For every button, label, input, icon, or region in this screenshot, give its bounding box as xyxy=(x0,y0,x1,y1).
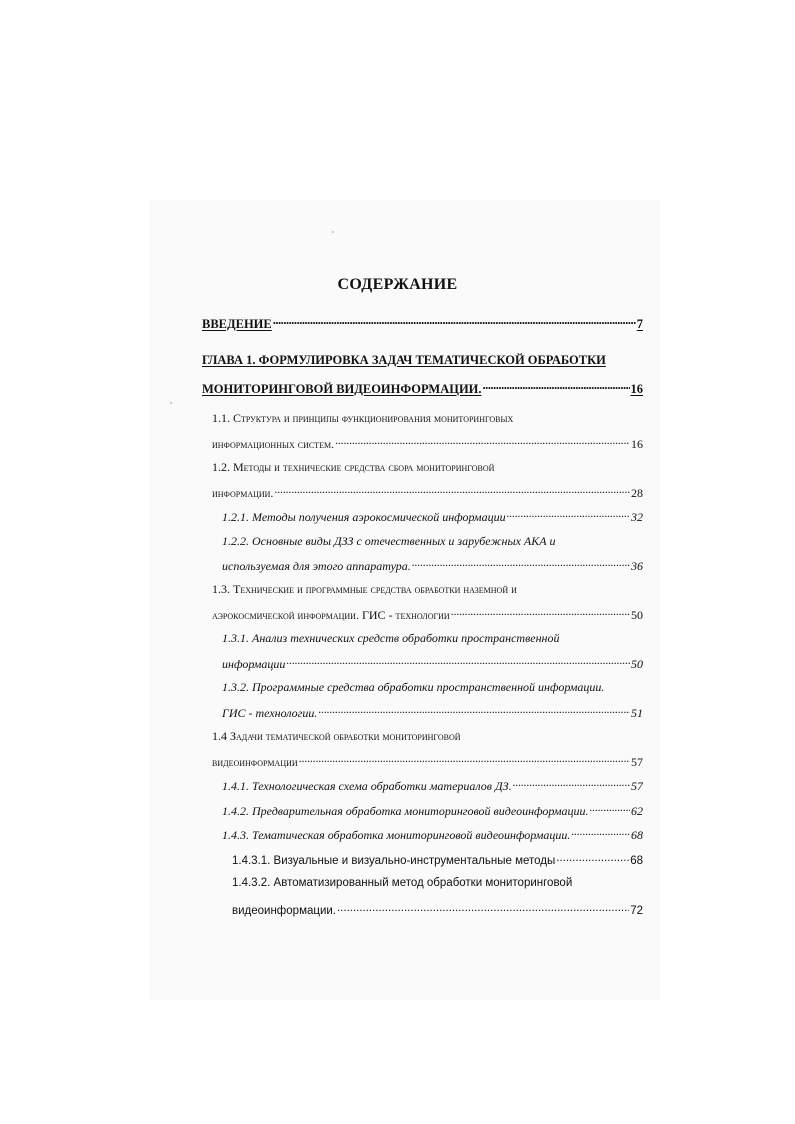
toc-entry-1-4[interactable] xyxy=(212,729,643,744)
toc-entry-text: информации. xyxy=(212,486,274,500)
toc-entry-text: видеоинформации. xyxy=(232,904,336,917)
toc-entry-1-3[interactable] xyxy=(212,582,643,597)
toc-entry-text: 1.1. Структура и принципы функционирования мониторинговых xyxy=(212,411,514,425)
toc-page-number: 51 xyxy=(631,706,643,720)
toc-entry-text: 1.2. Методы и технические средства сбора мониторинговой xyxy=(212,460,495,474)
toc-entry-1-1[interactable] xyxy=(212,411,643,426)
toc-entry-text: МОНИТОРИНГОВОЙ ВИДЕОИНФОРМАЦИИ. xyxy=(202,381,482,396)
toc-entry-chapter1[interactable] xyxy=(202,353,643,368)
dot-leader xyxy=(571,827,630,839)
dot-leader xyxy=(299,754,630,766)
toc-entry-text: 1.3. Технические и программные средства обработки наземной и xyxy=(212,582,517,596)
toc-entry-1-3[interactable] xyxy=(212,607,643,623)
toc-entry-1-2-1[interactable] xyxy=(222,509,643,525)
toc-page-number: 72 xyxy=(630,904,643,917)
toc-entry-text: ВВЕДЕНИЕ xyxy=(202,316,272,331)
toc-entry-text: ГИС - технологии. xyxy=(222,706,318,720)
toc-entry-1-2[interactable] xyxy=(212,460,643,475)
dot-leader xyxy=(274,485,630,497)
dot-leader xyxy=(412,558,630,570)
toc-page-number: 28 xyxy=(631,486,643,500)
toc-page-number: 68 xyxy=(631,828,643,842)
dot-leader xyxy=(451,607,630,619)
toc-entry-1-1[interactable] xyxy=(212,436,643,452)
toc-entry-1-4-3-1[interactable] xyxy=(232,852,643,867)
dot-leader xyxy=(335,436,630,448)
toc-page-number: 16 xyxy=(630,381,643,396)
toc-page-number: 7 xyxy=(636,316,643,331)
toc-entry-text: аэрокосмической информации. ГИС - технологии xyxy=(212,608,450,622)
toc-page-number: 32 xyxy=(631,510,643,524)
toc-entry-1-3-1[interactable] xyxy=(222,631,643,646)
toc-entry-introduction[interactable] xyxy=(202,315,643,332)
toc-entry-text: 1.2.2. Основные виды ДЗЗ с отечественных и зарубежных АКА и xyxy=(222,534,556,548)
toc-page-number: 57 xyxy=(631,779,643,793)
toc-entry-text: используемая для этого аппаратура. xyxy=(222,559,411,573)
toc-page-number: 68 xyxy=(630,854,643,867)
toc-entry-1-2-2[interactable] xyxy=(222,534,643,549)
toc-entry-text: 1.3.1. Анализ технических средств обработки пространственной xyxy=(222,631,560,645)
toc-page-number: 57 xyxy=(631,755,643,769)
page-title: СОДЕРЖАНИЕ xyxy=(337,276,458,293)
toc-entry-text: 1.4.2. Предварительная обработка мониторинговой видеоинформации. xyxy=(222,804,589,818)
toc-entry-text: 1.4.3.2. Автоматизированный метод обработки мониторинговой xyxy=(232,877,573,889)
toc-entry-text: 1.4 Задачи тематической обработки мониторинговой xyxy=(212,729,461,743)
dot-leader xyxy=(556,852,629,864)
toc-entry-1-2[interactable] xyxy=(212,485,643,501)
toc-entry-text: информационных систем. xyxy=(212,437,335,451)
toc-page-number: 36 xyxy=(631,559,643,573)
toc-entry-text: информации xyxy=(222,657,286,671)
dot-leader xyxy=(483,380,630,393)
toc-entry-text: видеоинформации xyxy=(212,755,298,769)
dot-leader xyxy=(286,656,630,668)
toc-entry-text: 1.2.1. Методы получения аэрокосмической информации xyxy=(222,510,506,524)
toc-entry-1-4-3-2[interactable] xyxy=(232,902,643,917)
toc-entry-text: 1.3.2. Программные средства обработки пространственной информации. xyxy=(222,680,605,694)
toc-entry-1-4-1[interactable] xyxy=(222,778,643,794)
toc-entry-1-4[interactable] xyxy=(212,754,643,770)
toc-entry-1-4-2[interactable] xyxy=(222,803,643,819)
toc-page-number: 50 xyxy=(631,608,643,622)
toc-page-number: 50 xyxy=(631,657,643,671)
toc-page-number: 62 xyxy=(631,804,643,818)
toc-entry-text: ГЛАВА 1. ФОРМУЛИРОВКА ЗАДАЧ ТЕМАТИЧЕСКОЙ ОБРАБОТКИ xyxy=(202,353,606,367)
toc-entry-1-4-3[interactable] xyxy=(222,827,643,843)
toc-entry-1-3-2[interactable] xyxy=(222,705,643,721)
toc-entry-1-2-2[interactable] xyxy=(222,558,643,574)
toc-entry-text: 1.4.3. Тематическая обработка мониторинговой видеоинформации. xyxy=(222,828,571,842)
toc-entry-chapter1[interactable] xyxy=(202,380,643,397)
toc-entry-1-4-3-2[interactable] xyxy=(232,877,643,889)
toc-entry-text: 1.4.3.1. Визуальные и визуально-инструментальные методы xyxy=(232,854,556,867)
dot-leader xyxy=(337,902,629,914)
toc-entry-1-3-1[interactable] xyxy=(222,656,643,672)
dot-leader xyxy=(318,705,630,717)
dot-leader xyxy=(589,803,630,815)
dot-leader xyxy=(513,778,630,790)
toc-entry-text: 1.4.1. Технологическая схема обработки материалов ДЗ. xyxy=(222,779,512,793)
toc-entry-1-3-2[interactable] xyxy=(222,680,643,695)
dot-leader xyxy=(273,315,636,328)
toc-page-number: 16 xyxy=(631,437,643,451)
dot-leader xyxy=(507,509,630,521)
